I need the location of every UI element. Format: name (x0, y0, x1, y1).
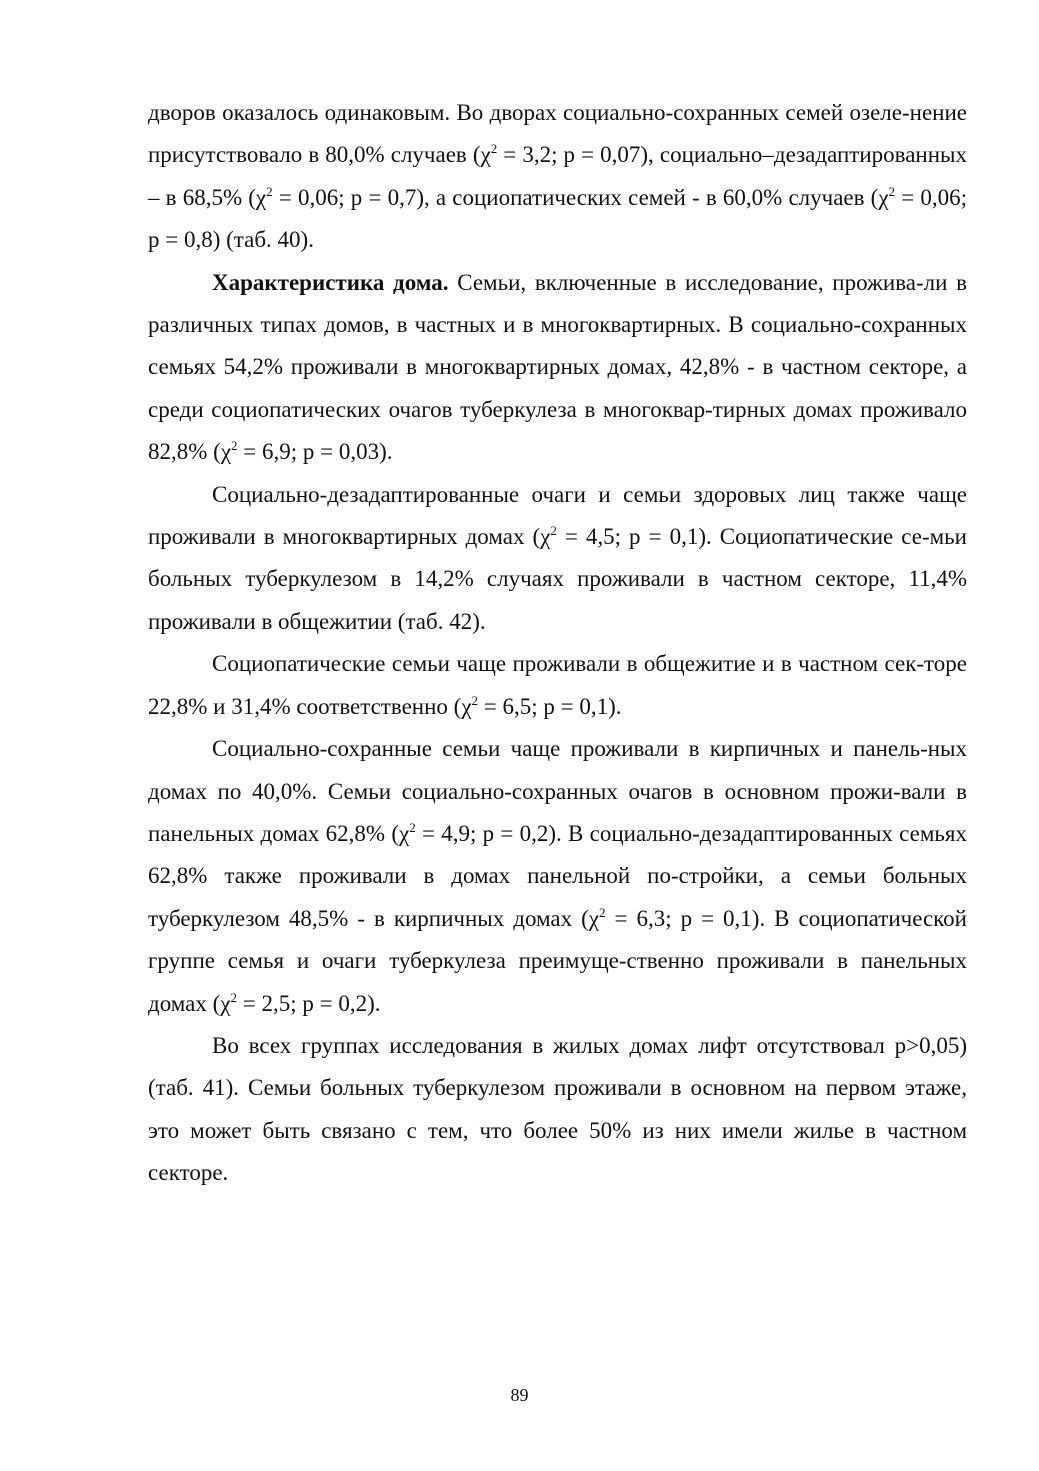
paragraph-2-text: Семьи, включенные в исследование, прожива-ли в различных типах домов, в частных и в многоквартирных. В социально-сохранных семьях 54,2% проживали в многоквартирных домах, 42,8% - в частном секторе, а среди социопатических очагов туберкулеза в многоквар-тирных домах проживало 82,8% ($\chi^2 = 6,9$; р = 0,03). (148, 269, 967, 465)
paragraph-4 (148, 643, 967, 728)
paragraph-2 (148, 262, 967, 474)
paragraph-1-text: дворов оказалось одинаковым. Во дворах социально-сохранных семей озеле-нение присутствовало в 80,0% случаев ($\chi^2 = 3,2$; р = 0,07), социально–дезадаптированных – в 68,5% ($\chi^2 = 0,06$; р = 0,7), а социопатических семей - в 60,0% случаев ($\chi^2 = 0,06$; р = 0,8) (таб. 40). (148, 100, 967, 253)
paragraph-3-text: Социально-дезадаптированные очаги и семьи здоровых лиц также чаще проживали в многоквартирных домах ($\chi^2 = 4,5$; р = 0,1). Социопатические се-мьи больных туберкулезом в 14,2% случаях проживали в частном секторе, 11,4% проживали в общежитии (таб. 42). (148, 481, 967, 634)
section-heading-house: Характеристика дома. (212, 269, 449, 295)
paragraph-1 (148, 92, 967, 262)
paragraph-6 (148, 1025, 967, 1195)
paragraph-3 (148, 474, 967, 644)
paragraph-5-text: Социально-сохранные семьи чаще проживали в кирпичных и панель-ных домах по 40,0%. Семьи социально-сохранных очагов в основном прожи-вали в панельных домах 62,8% ($\chi^2 = 4,9$; р = 0,2). В социально-дезадаптированных семьях 62,8% также проживали в домах панельной по-стройки, а семьи больных туберкулезом 48,5% - в кирпичных домах ($\chi^2 = 6,3$; р = 0,1). В социопатической группе семья и очаги туберкулеза преимуще-ственно проживали в панельных домах ($\chi^2 = 2,5$; р = 0,2). (148, 736, 967, 1016)
paragraph-5 (148, 728, 967, 1025)
page-number: 89 (510, 1385, 529, 1405)
paragraph-6-text: Во всех группах исследования в жилых домах лифт отсутствовал р>0,05) (таб. 41). Семьи больных туберкулезом проживали в основном на первом этаже, это может быть связано с тем, что более 50% из них имели жилье в частном секторе. (148, 1032, 967, 1186)
paragraph-4-text: Социопатические семьи чаще проживали в общежитие и в частном сек-торе 22,8% и 31,4% соответственно ($\chi^2 = 6,5$; р = 0,1). (148, 651, 967, 719)
